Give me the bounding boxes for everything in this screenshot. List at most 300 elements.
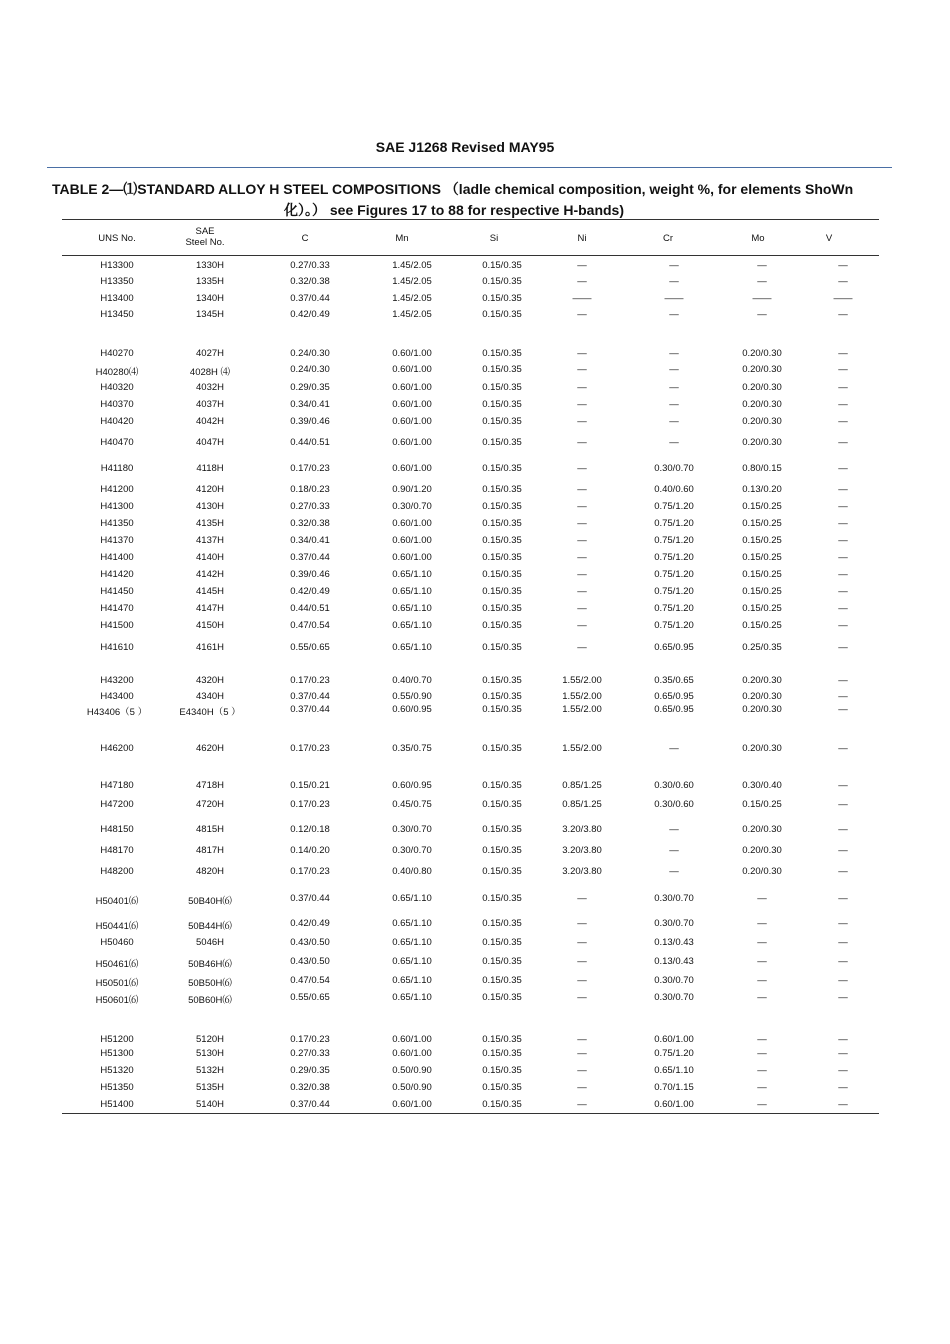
cell-v: —: [838, 675, 848, 686]
cell-sae: 4037H: [196, 399, 224, 410]
cell-si: 0.15/0.35: [482, 743, 522, 754]
header-c: C: [301, 233, 309, 244]
cell-si: 0.15/0.35: [482, 484, 522, 495]
cell-sae: 50B46H⑹: [188, 959, 232, 970]
cell-mn: 1.45/2.05: [392, 276, 432, 287]
cell-mo: 0.20/0.30: [742, 866, 782, 877]
cell-c: 0.24/0.30: [290, 364, 330, 375]
cell-si: 0.15/0.35: [482, 866, 522, 877]
cell-sae: 4720H: [196, 799, 224, 810]
table-row: [0, 535, 950, 547]
cell-mn: 0.60/1.00: [392, 348, 432, 359]
cell-cr: 0.75/1.20: [654, 518, 694, 529]
cell-cr: 0.65/0.95: [654, 642, 694, 653]
cell-mo: 0.20/0.30: [742, 382, 782, 393]
cell-v: —: [838, 535, 848, 546]
cell-mn: 0.60/1.00: [392, 463, 432, 474]
cell-uns: H43400: [100, 691, 134, 702]
cell-ni: —: [577, 552, 587, 563]
cell-c: 0.14/0.20: [290, 845, 330, 856]
cell-cr: 0.75/1.20: [654, 552, 694, 563]
cell-uns: H50501⑹: [95, 978, 139, 989]
cell-c: 0.17/0.23: [290, 866, 330, 877]
table-row: [0, 1099, 950, 1111]
cell-sae: 50B44H⑹: [188, 921, 232, 932]
table-row: [0, 799, 950, 811]
cell-mn: 0.50/0.90: [392, 1082, 432, 1093]
cell-ni: —: [577, 893, 587, 904]
cell-ni: —: [577, 1048, 587, 1059]
table-row: [0, 437, 950, 449]
cell-v: —: [838, 620, 848, 631]
cell-si: 0.15/0.35: [482, 309, 522, 320]
cell-c: 0.42/0.49: [290, 918, 330, 929]
cell-c: 0.55/0.65: [290, 992, 330, 1003]
cell-ni: —: [577, 501, 587, 512]
cell-cr: 0.70/1.15: [654, 1082, 694, 1093]
cell-si: 0.15/0.35: [482, 675, 522, 686]
cell-si: 0.15/0.35: [482, 1048, 522, 1059]
cell-v: —: [838, 704, 848, 715]
cell-ni: —: [577, 1034, 587, 1045]
cell-mo: ——: [752, 293, 772, 304]
cell-v: —: [838, 1034, 848, 1045]
cell-ni: —: [577, 569, 587, 580]
cell-c: 0.47/0.54: [290, 975, 330, 986]
cell-mn: 0.65/1.10: [392, 620, 432, 631]
table-row: [0, 364, 950, 376]
cell-sae: 4817H: [196, 845, 224, 856]
table-bottom-rule: [62, 1113, 879, 1114]
cell-cr: ——: [664, 293, 684, 304]
cell-mn: 0.30/0.70: [392, 824, 432, 835]
cell-si: 0.15/0.35: [482, 1034, 522, 1045]
cell-uns: H48150: [100, 824, 134, 835]
cell-v: —: [838, 866, 848, 877]
cell-v: —: [838, 893, 848, 904]
cell-si: 0.15/0.35: [482, 824, 522, 835]
cell-c: 0.24/0.30: [290, 348, 330, 359]
cell-cr: 0.30/0.70: [654, 463, 694, 474]
cell-si: 0.15/0.35: [482, 799, 522, 810]
table-row: [0, 691, 950, 703]
cell-ni: ——: [572, 293, 592, 304]
table-row: [0, 1065, 950, 1077]
cell-sae: 4140H: [196, 552, 224, 563]
cell-mn: 0.55/0.90: [392, 691, 432, 702]
cell-si: 0.15/0.35: [482, 691, 522, 702]
cell-v: —: [838, 824, 848, 835]
cell-c: 0.15/0.21: [290, 780, 330, 791]
cell-c: 0.37/0.44: [290, 552, 330, 563]
cell-uns: H40470: [100, 437, 134, 448]
cell-sae: 4137H: [196, 535, 224, 546]
table-row: [0, 866, 950, 878]
cell-uns: H41500: [100, 620, 134, 631]
cell-mn: 0.65/1.10: [392, 569, 432, 580]
header-ni: Ni: [577, 233, 587, 244]
cell-si: 0.15/0.35: [482, 348, 522, 359]
cell-cr: 0.75/1.20: [654, 1048, 694, 1059]
table-row: [0, 1048, 950, 1060]
cell-mo: —: [757, 975, 767, 986]
cell-si: 0.15/0.35: [482, 586, 522, 597]
cell-mn: 0.30/0.70: [392, 501, 432, 512]
cell-v: —: [838, 586, 848, 597]
cell-c: 0.43/0.50: [290, 956, 330, 967]
cell-si: 0.15/0.35: [482, 603, 522, 614]
cell-mo: —: [757, 1034, 767, 1045]
table-row: [0, 399, 950, 411]
cell-v: —: [838, 956, 848, 967]
cell-v: —: [838, 1082, 848, 1093]
table-row: [0, 704, 950, 716]
table-row: [0, 1034, 950, 1046]
cell-ni: —: [577, 956, 587, 967]
cell-uns: H13300: [100, 260, 134, 271]
table-row: [0, 845, 950, 857]
cell-si: 0.15/0.35: [482, 364, 522, 375]
cell-mo: 0.15/0.25: [742, 552, 782, 563]
cell-c: 0.29/0.35: [290, 382, 330, 393]
cell-c: 0.37/0.44: [290, 1099, 330, 1110]
cell-ni: —: [577, 918, 587, 929]
cell-sae: 4145H: [196, 586, 224, 597]
cell-ni: —: [577, 586, 587, 597]
cell-ni: 1.55/2.00: [562, 691, 602, 702]
cell-sae: 4718H: [196, 780, 224, 791]
cell-mn: 0.65/1.10: [392, 918, 432, 929]
cell-c: 0.27/0.33: [290, 1048, 330, 1059]
cell-cr: —: [669, 260, 679, 271]
cell-mn: 0.60/0.95: [392, 780, 432, 791]
cell-c: 0.27/0.33: [290, 501, 330, 512]
header-cr: Cr: [662, 233, 674, 244]
cell-v: —: [838, 437, 848, 448]
table-row: [0, 501, 950, 513]
cell-v: —: [838, 1099, 848, 1110]
cell-uns: H51200: [100, 1034, 134, 1045]
cell-mn: 0.30/0.70: [392, 845, 432, 856]
cell-uns: H41200: [100, 484, 134, 495]
cell-cr: —: [669, 824, 679, 835]
cell-cr: 0.75/1.20: [654, 501, 694, 512]
table-row: [0, 937, 950, 949]
cell-uns: H40420: [100, 416, 134, 427]
cell-mo: 0.15/0.25: [742, 586, 782, 597]
cell-v: —: [838, 260, 848, 271]
header-si: Si: [489, 233, 499, 244]
cell-v: —: [838, 799, 848, 810]
cell-sae: 1340H: [196, 293, 224, 304]
cell-sae: 4135H: [196, 518, 224, 529]
cell-si: 0.15/0.35: [482, 552, 522, 563]
cell-mn: 0.60/1.00: [392, 552, 432, 563]
cell-ni: 1.55/2.00: [562, 675, 602, 686]
cell-mn: 0.40/0.80: [392, 866, 432, 877]
cell-mo: 0.15/0.25: [742, 535, 782, 546]
table-row: [0, 463, 950, 475]
cell-cr: 0.30/0.70: [654, 992, 694, 1003]
cell-sae: 4142H: [196, 569, 224, 580]
cell-mo: 0.15/0.25: [742, 799, 782, 810]
cell-ni: —: [577, 1082, 587, 1093]
table-row: [0, 382, 950, 394]
cell-si: 0.15/0.35: [482, 893, 522, 904]
cell-ni: —: [577, 416, 587, 427]
cell-ni: 1.55/2.00: [562, 704, 602, 715]
cell-mo: 0.15/0.25: [742, 620, 782, 631]
cell-cr: —: [669, 364, 679, 375]
cell-mn: 0.60/1.00: [392, 399, 432, 410]
cell-si: 0.15/0.35: [482, 416, 522, 427]
cell-sae: 4620H: [196, 743, 224, 754]
cell-cr: —: [669, 348, 679, 359]
cell-mo: 0.15/0.25: [742, 603, 782, 614]
cell-mn: 0.65/1.10: [392, 603, 432, 614]
cell-si: 0.15/0.35: [482, 620, 522, 631]
cell-mo: 0.30/0.40: [742, 780, 782, 791]
cell-c: 0.37/0.44: [290, 893, 330, 904]
cell-mn: 1.45/2.05: [392, 293, 432, 304]
cell-c: 0.37/0.44: [290, 691, 330, 702]
cell-uns: H50441⑹: [95, 921, 139, 932]
cell-ni: —: [577, 603, 587, 614]
cell-c: 0.44/0.51: [290, 603, 330, 614]
caption-line-2: 化）。） see Figures 17 to 88 for respective H-bands): [284, 202, 624, 218]
cell-c: 0.55/0.65: [290, 642, 330, 653]
table-header-rule: [62, 255, 879, 256]
cell-ni: —: [577, 399, 587, 410]
cell-uns: H41370: [100, 535, 134, 546]
table-row: [0, 586, 950, 598]
cell-cr: 0.30/0.60: [654, 799, 694, 810]
cell-c: 0.29/0.35: [290, 1065, 330, 1076]
cell-ni: —: [577, 992, 587, 1003]
cell-ni: 3.20/3.80: [562, 845, 602, 856]
cell-si: 0.15/0.35: [482, 642, 522, 653]
cell-v: —: [838, 309, 848, 320]
cell-cr: 0.60/1.00: [654, 1099, 694, 1110]
cell-c: 0.37/0.44: [290, 704, 330, 715]
cell-sae: 4815H: [196, 824, 224, 835]
cell-sae: 5135H: [196, 1082, 224, 1093]
cell-mn: 0.60/1.00: [392, 535, 432, 546]
cell-cr: 0.75/1.20: [654, 535, 694, 546]
cell-sae: 5130H: [196, 1048, 224, 1059]
cell-mo: 0.20/0.30: [742, 399, 782, 410]
cell-mo: 0.15/0.25: [742, 518, 782, 529]
cell-sae: 50B50H⑹: [188, 978, 232, 989]
table-caption: [52, 179, 902, 221]
document-title: SAE J1268 Revised MAY95: [375, 139, 555, 155]
cell-v: —: [838, 992, 848, 1003]
cell-cr: —: [669, 416, 679, 427]
cell-cr: 0.30/0.70: [654, 918, 694, 929]
cell-mo: —: [757, 1048, 767, 1059]
header-v: V: [825, 233, 833, 244]
cell-cr: 0.30/0.70: [654, 975, 694, 986]
cell-ni: —: [577, 535, 587, 546]
cell-ni: —: [577, 620, 587, 631]
cell-c: 0.17/0.23: [290, 743, 330, 754]
cell-v: —: [838, 1048, 848, 1059]
cell-uns: H40370: [100, 399, 134, 410]
cell-ni: —: [577, 484, 587, 495]
cell-c: 0.18/0.23: [290, 484, 330, 495]
cell-cr: —: [669, 276, 679, 287]
cell-si: 0.15/0.35: [482, 518, 522, 529]
title-divider: [47, 167, 892, 168]
cell-si: 0.15/0.35: [482, 293, 522, 304]
table-row: [0, 642, 950, 654]
cell-cr: —: [669, 866, 679, 877]
cell-uns: H50601⑹: [95, 995, 139, 1006]
cell-si: 0.15/0.35: [482, 956, 522, 967]
cell-mn: 0.65/1.10: [392, 975, 432, 986]
cell-cr: 0.65/0.95: [654, 704, 694, 715]
cell-mn: 0.60/0.95: [392, 704, 432, 715]
cell-c: 0.12/0.18: [290, 824, 330, 835]
cell-si: 0.15/0.35: [482, 1082, 522, 1093]
cell-uns: H41180: [100, 463, 134, 474]
cell-ni: 1.55/2.00: [562, 743, 602, 754]
cell-sae: 50B60H⑹: [188, 995, 232, 1006]
cell-v: —: [838, 416, 848, 427]
cell-sae: 50B40H⑹: [188, 896, 232, 907]
cell-c: 0.32/0.38: [290, 1082, 330, 1093]
table-row: [0, 552, 950, 564]
cell-v: —: [838, 276, 848, 287]
cell-v: —: [838, 399, 848, 410]
cell-sae: 4028H ⑷: [189, 367, 231, 378]
cell-sae: 4047H: [196, 437, 224, 448]
cell-si: 0.15/0.35: [482, 382, 522, 393]
cell-mn: 0.90/1.20: [392, 484, 432, 495]
cell-cr: 0.30/0.60: [654, 780, 694, 791]
table-row: [0, 569, 950, 581]
header-sae-line1: SAE: [195, 226, 215, 237]
cell-mo: 0.20/0.30: [742, 416, 782, 427]
cell-c: 0.42/0.49: [290, 586, 330, 597]
cell-mo: —: [757, 918, 767, 929]
cell-sae: 4150H: [196, 620, 224, 631]
cell-cr: —: [669, 399, 679, 410]
cell-mo: 0.20/0.30: [742, 845, 782, 856]
cell-c: 0.39/0.46: [290, 416, 330, 427]
table-row: [0, 309, 950, 321]
cell-mo: 0.20/0.30: [742, 437, 782, 448]
cell-ni: —: [577, 437, 587, 448]
cell-v: —: [838, 975, 848, 986]
cell-sae: 4032H: [196, 382, 224, 393]
cell-ni: 3.20/3.80: [562, 866, 602, 877]
cell-uns: H50461⑹: [95, 959, 139, 970]
cell-si: 0.15/0.35: [482, 260, 522, 271]
cell-mo: 0.20/0.30: [742, 675, 782, 686]
table-row: [0, 893, 950, 905]
cell-si: 0.15/0.35: [482, 918, 522, 929]
cell-cr: 0.40/0.60: [654, 484, 694, 495]
cell-mn: 0.65/1.10: [392, 956, 432, 967]
cell-c: 0.32/0.38: [290, 518, 330, 529]
cell-sae: 4130H: [196, 501, 224, 512]
cell-mo: 0.80/0.15: [742, 463, 782, 474]
cell-v: —: [838, 603, 848, 614]
cell-v: —: [838, 501, 848, 512]
cell-ni: —: [577, 260, 587, 271]
table-row: [0, 260, 950, 272]
cell-sae: 5140H: [196, 1099, 224, 1110]
cell-mo: 0.20/0.30: [742, 704, 782, 715]
cell-c: 0.34/0.41: [290, 399, 330, 410]
header-uns: UNS No.: [98, 233, 136, 244]
cell-cr: —: [669, 845, 679, 856]
cell-cr: 0.35/0.65: [654, 675, 694, 686]
cell-mn: 0.65/1.10: [392, 586, 432, 597]
cell-mo: 0.20/0.30: [742, 364, 782, 375]
table-row: [0, 1082, 950, 1094]
table-row: [0, 824, 950, 836]
cell-c: 0.17/0.23: [290, 675, 330, 686]
cell-c: 0.17/0.23: [290, 1034, 330, 1045]
cell-mo: 0.20/0.30: [742, 348, 782, 359]
cell-sae: E4340H（5 ）: [179, 707, 241, 718]
cell-mn: 0.45/0.75: [392, 799, 432, 810]
cell-uns: H41300: [100, 501, 134, 512]
cell-uns: H43200: [100, 675, 134, 686]
cell-sae: 4161H: [196, 642, 224, 653]
cell-ni: —: [577, 382, 587, 393]
cell-c: 0.47/0.54: [290, 620, 330, 631]
cell-uns: H41610: [100, 642, 134, 653]
cell-v: —: [838, 918, 848, 929]
cell-v: —: [838, 743, 848, 754]
cell-uns: H48170: [100, 845, 134, 856]
cell-c: 0.17/0.23: [290, 799, 330, 810]
cell-mo: —: [757, 260, 767, 271]
cell-mo: —: [757, 1065, 767, 1076]
cell-uns: H41350: [100, 518, 134, 529]
cell-si: 0.15/0.35: [482, 704, 522, 715]
cell-mo: —: [757, 1099, 767, 1110]
cell-c: 0.42/0.49: [290, 309, 330, 320]
cell-mn: 0.65/1.10: [392, 893, 432, 904]
cell-uns: H50401⑹: [95, 896, 139, 907]
cell-si: 0.15/0.35: [482, 1099, 522, 1110]
cell-cr: —: [669, 382, 679, 393]
cell-ni: 0.85/1.25: [562, 780, 602, 791]
cell-ni: —: [577, 975, 587, 986]
cell-v: —: [838, 364, 848, 375]
cell-c: 0.34/0.41: [290, 535, 330, 546]
cell-cr: —: [669, 437, 679, 448]
table-row: [0, 484, 950, 496]
cell-mn: 0.40/0.70: [392, 675, 432, 686]
cell-mn: 0.60/1.00: [392, 1034, 432, 1045]
cell-mn: 0.65/1.10: [392, 992, 432, 1003]
cell-cr: 0.75/1.20: [654, 586, 694, 597]
cell-ni: —: [577, 518, 587, 529]
header-sae: [155, 226, 255, 248]
cell-sae: 1345H: [196, 309, 224, 320]
caption-line-1: TABLE 2—⑴STANDARD ALLOY H STEEL COMPOSITIONS （ladle chemical composition, weight %, for elements ShoWn: [52, 181, 854, 197]
cell-c: 0.37/0.44: [290, 293, 330, 304]
table-row: [0, 780, 950, 792]
cell-sae: 4320H: [196, 675, 224, 686]
cell-cr: 0.13/0.43: [654, 956, 694, 967]
cell-v: —: [838, 463, 848, 474]
